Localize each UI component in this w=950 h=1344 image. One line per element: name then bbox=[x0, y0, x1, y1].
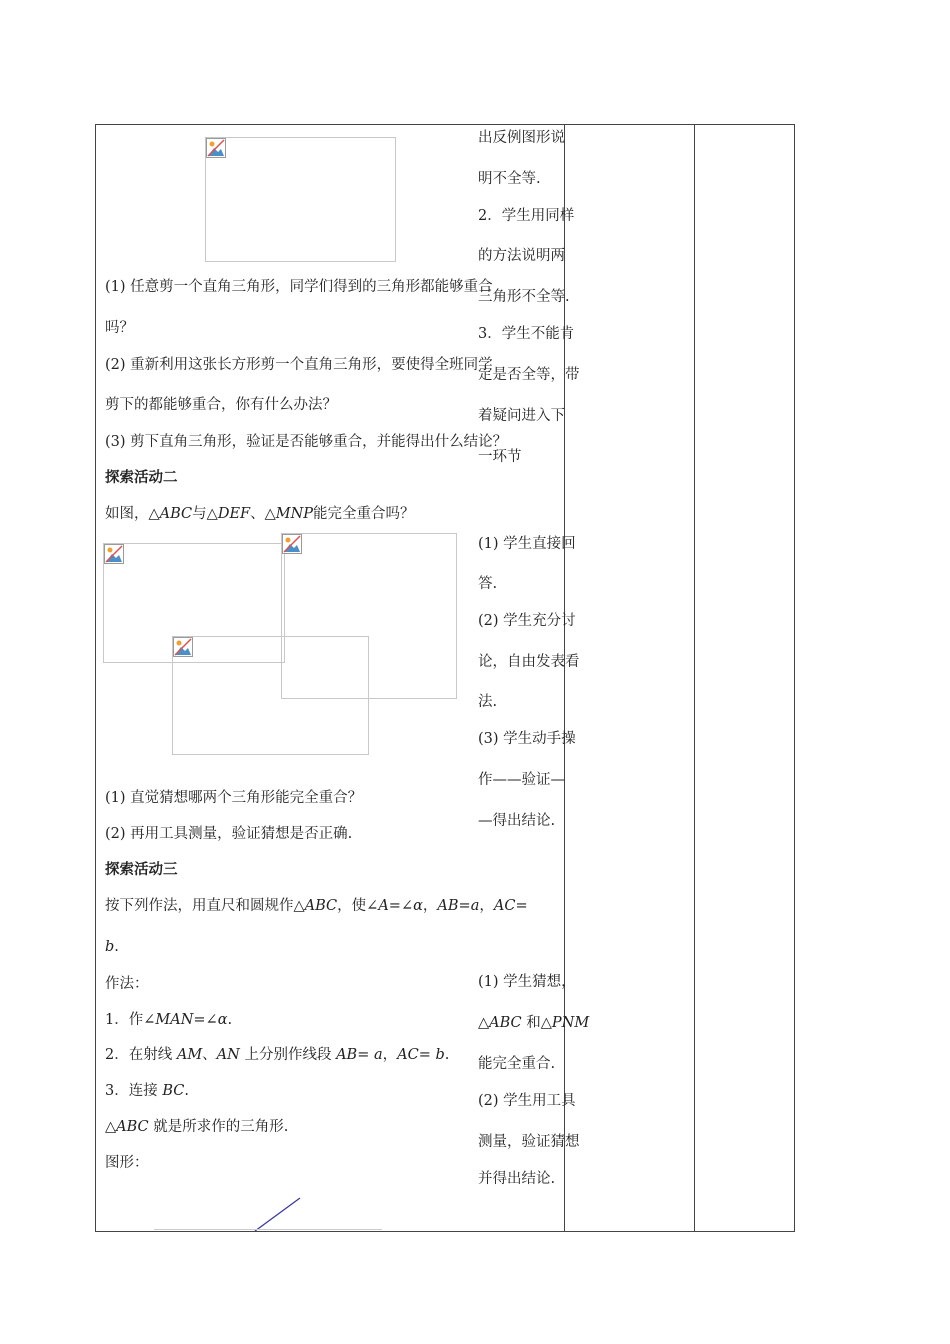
student-activity-text: (1) 学生猜想， bbox=[478, 974, 576, 990]
student-activity-text: 论，自由发表看 bbox=[478, 654, 580, 670]
student-activity-text: 一环节 bbox=[478, 449, 522, 465]
activity-2-question-1: (1) 直觉猜想哪两个三角形能完全重合？ bbox=[105, 790, 363, 806]
student-activity-text: (2) 学生充分讨 bbox=[478, 613, 576, 629]
student-activity-text: △ABC 和△PNM bbox=[478, 1015, 590, 1031]
student-activity-text: 测量，验证猜想 bbox=[478, 1134, 580, 1150]
activity-2-question-2: (2) 再用工具测量，验证猜想是否正确. bbox=[105, 826, 353, 842]
student-activity-text: 明不全等. bbox=[478, 171, 541, 187]
student-activity-text: 三角形不全等. bbox=[478, 289, 570, 305]
figure-label: 图形： bbox=[105, 1155, 149, 1171]
column-divider bbox=[694, 125, 695, 1231]
activity-3-title: 探索活动三 bbox=[105, 861, 178, 878]
student-activity-text: 出反例图形说 bbox=[478, 130, 565, 146]
broken-image-icon bbox=[173, 637, 193, 657]
method-step-3: 3．连接 BC. bbox=[105, 1083, 189, 1099]
student-activity-text: 法. bbox=[478, 694, 498, 710]
student-activity-text: 答. bbox=[478, 576, 498, 592]
ray-line bbox=[255, 1198, 300, 1231]
student-activity-text: 并得出结论. bbox=[478, 1171, 556, 1187]
broken-image-icon bbox=[104, 544, 124, 564]
broken-image-icon bbox=[282, 534, 302, 554]
student-activity-text: 定是否全等，带 bbox=[478, 367, 580, 383]
image-placeholder-rectangle bbox=[205, 137, 396, 262]
activity-2-title: 探索活动二 bbox=[105, 469, 178, 486]
student-activity-text: (1) 学生直接回 bbox=[478, 536, 576, 552]
question-2: (2) 重新利用这张长方形剪一个直角三角形，要使得全班同学 bbox=[105, 357, 493, 373]
image-placeholder-triangle-mnp bbox=[172, 636, 369, 755]
method-step-2: 2．在射线 AM、AN 上分别作线段 AB= a，AC= b. bbox=[105, 1047, 450, 1063]
student-activity-text: 着疑问进入下 bbox=[478, 408, 565, 424]
student-activity-text: —得出结论. bbox=[478, 813, 556, 829]
broken-image-icon bbox=[206, 138, 226, 158]
construction-conclusion: △ABC 就是所求作的三角形. bbox=[105, 1119, 289, 1135]
question-1-cont: 吗？ bbox=[105, 320, 134, 336]
student-activity-text: 2．学生用同样 bbox=[478, 208, 575, 224]
student-activity-text: (3) 学生动手操 bbox=[478, 731, 576, 747]
construction-figure bbox=[150, 1195, 390, 1231]
question-3: (3) 剪下直角三角形，验证是否能够重合，并能得出什么结论？ bbox=[105, 434, 508, 450]
student-activity-text: 3．学生不能肯 bbox=[478, 326, 575, 342]
activity-2-prompt: 如图，△ABC与△DEF、△MNP能完全重合吗？ bbox=[105, 506, 415, 522]
method-step-1: 1．作∠MAN=∠α. bbox=[105, 1012, 233, 1028]
student-activity-text: 作——验证— bbox=[478, 772, 565, 788]
method-label: 作法： bbox=[105, 976, 149, 992]
student-activity-text: (2) 学生用工具 bbox=[478, 1093, 576, 1109]
activity-3-intro-cont: b. bbox=[105, 939, 119, 955]
question-1: (1) 任意剪一个直角三角形，同学们得到的三角形都能够重合 bbox=[105, 279, 493, 295]
student-activity-text: 的方法说明两 bbox=[478, 248, 565, 264]
activity-3-intro: 按下列作法，用直尺和圆规作△ABC，使∠A=∠α，AB=a，AC= bbox=[105, 898, 528, 914]
question-2-cont: 剪下的都能够重合，你有什么办法？ bbox=[105, 397, 337, 413]
student-activity-text: 能完全重合. bbox=[478, 1056, 556, 1072]
